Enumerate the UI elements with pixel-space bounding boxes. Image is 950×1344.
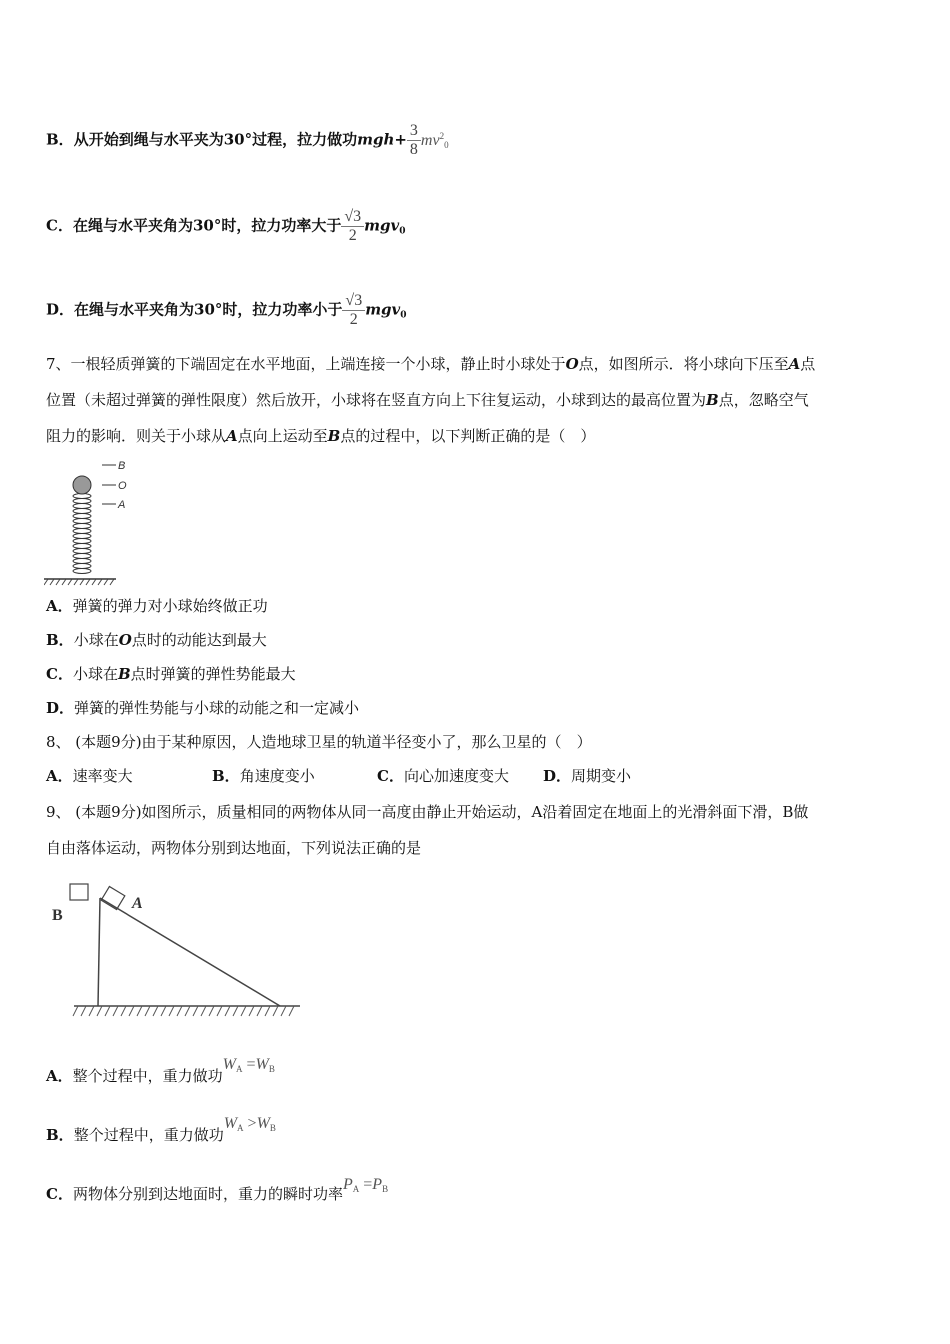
q7-stem: 7、一根轻质弹簧的下端固定在水平地面，上端连接一个小球，静止时小球处于O点，如图所示．将小球向下压至A点 位置（未超过弹簧的弹性限度）然后放开，小球将在竖直方向上下往复运动，小球到达的最高位置为B点，忽略空气 阻力的影响．则关于小球从A点向上运动至B点的过程中，以下判断正确的是（ ） <box>46 355 816 445</box>
q6-option-c: C．在绳与水平夹角为30°时，拉力功率大于 $\frac{√3}{2}$ mgv$_0$ <box>46 208 406 244</box>
q9-option-a: A．整个过程中，重力做功$W_A =W_B$ <box>46 1056 275 1085</box>
q7-option-d: D．弹簧的弹性势能与小球的动能之和一定减小 <box>46 699 360 717</box>
q6-option-d: D．在绳与水平夹角为30°时，拉力功率小于 $\frac{√3}{2}$ mgv$_0$ <box>46 292 407 328</box>
q9-option-b: B．整个过程中，重力做功$W_A >W_B$ <box>46 1115 276 1144</box>
q6-option-b: B．从开始到绳与水平夹为30°过程，拉力做功mgh+ $\frac{3}{8}$ $mv^2_0$ <box>46 122 449 158</box>
fraction: $\frac{√3}{2}$ <box>342 292 365 329</box>
label-o: O <box>118 480 127 492</box>
fraction: $\frac{√3}{2}$ <box>341 208 364 245</box>
q9-stem: 9、 (本题9分)如图所示，质量相同的两物体从同一高度由静止开始运动，A沿着固定在地面上的光滑斜面下滑，B做 自由落体运动，两物体分别到达地面，下列说法正确的是 <box>46 803 809 857</box>
q7-option-a: A．弹簧的弹力对小球始终做正功 <box>46 597 268 615</box>
q8-option-c: C．向心加速度变大 <box>377 767 509 785</box>
spring-figure <box>44 456 144 586</box>
q9-option-c: C．两物体分别到达地面时，重力的瞬时功率$P_A =P_B$ <box>46 1176 389 1203</box>
incline-figure <box>48 878 308 1028</box>
q7-option-b: B．小球在O点时的动能达到最大 <box>46 631 267 649</box>
q8-option-d: D．周期变小 <box>543 767 632 785</box>
q8-option-b: B．角速度变小 <box>212 767 315 785</box>
formula: $mv^2_0$ <box>420 130 449 150</box>
q8-option-a: A．速率变大 <box>46 767 133 785</box>
formula: $W_A >W_B$ <box>223 1115 276 1133</box>
q7-option-c: C．小球在B点时弹簧的弹性势能最大 <box>46 665 296 683</box>
label-a: A <box>118 499 126 511</box>
q8-stem: 8、 (本题9分)由于某种原因，人造地球卫星的轨道半径变小了，那么卫星的（ ） <box>46 733 592 751</box>
fraction: $\frac{3}{8}$ <box>407 122 421 159</box>
label-b: B <box>52 907 63 924</box>
formula: $W_A =W_B$ <box>222 1056 275 1074</box>
label-a: A <box>132 895 143 912</box>
label-b: B <box>118 460 126 472</box>
formula: $P_A =P_B$ <box>342 1176 389 1194</box>
